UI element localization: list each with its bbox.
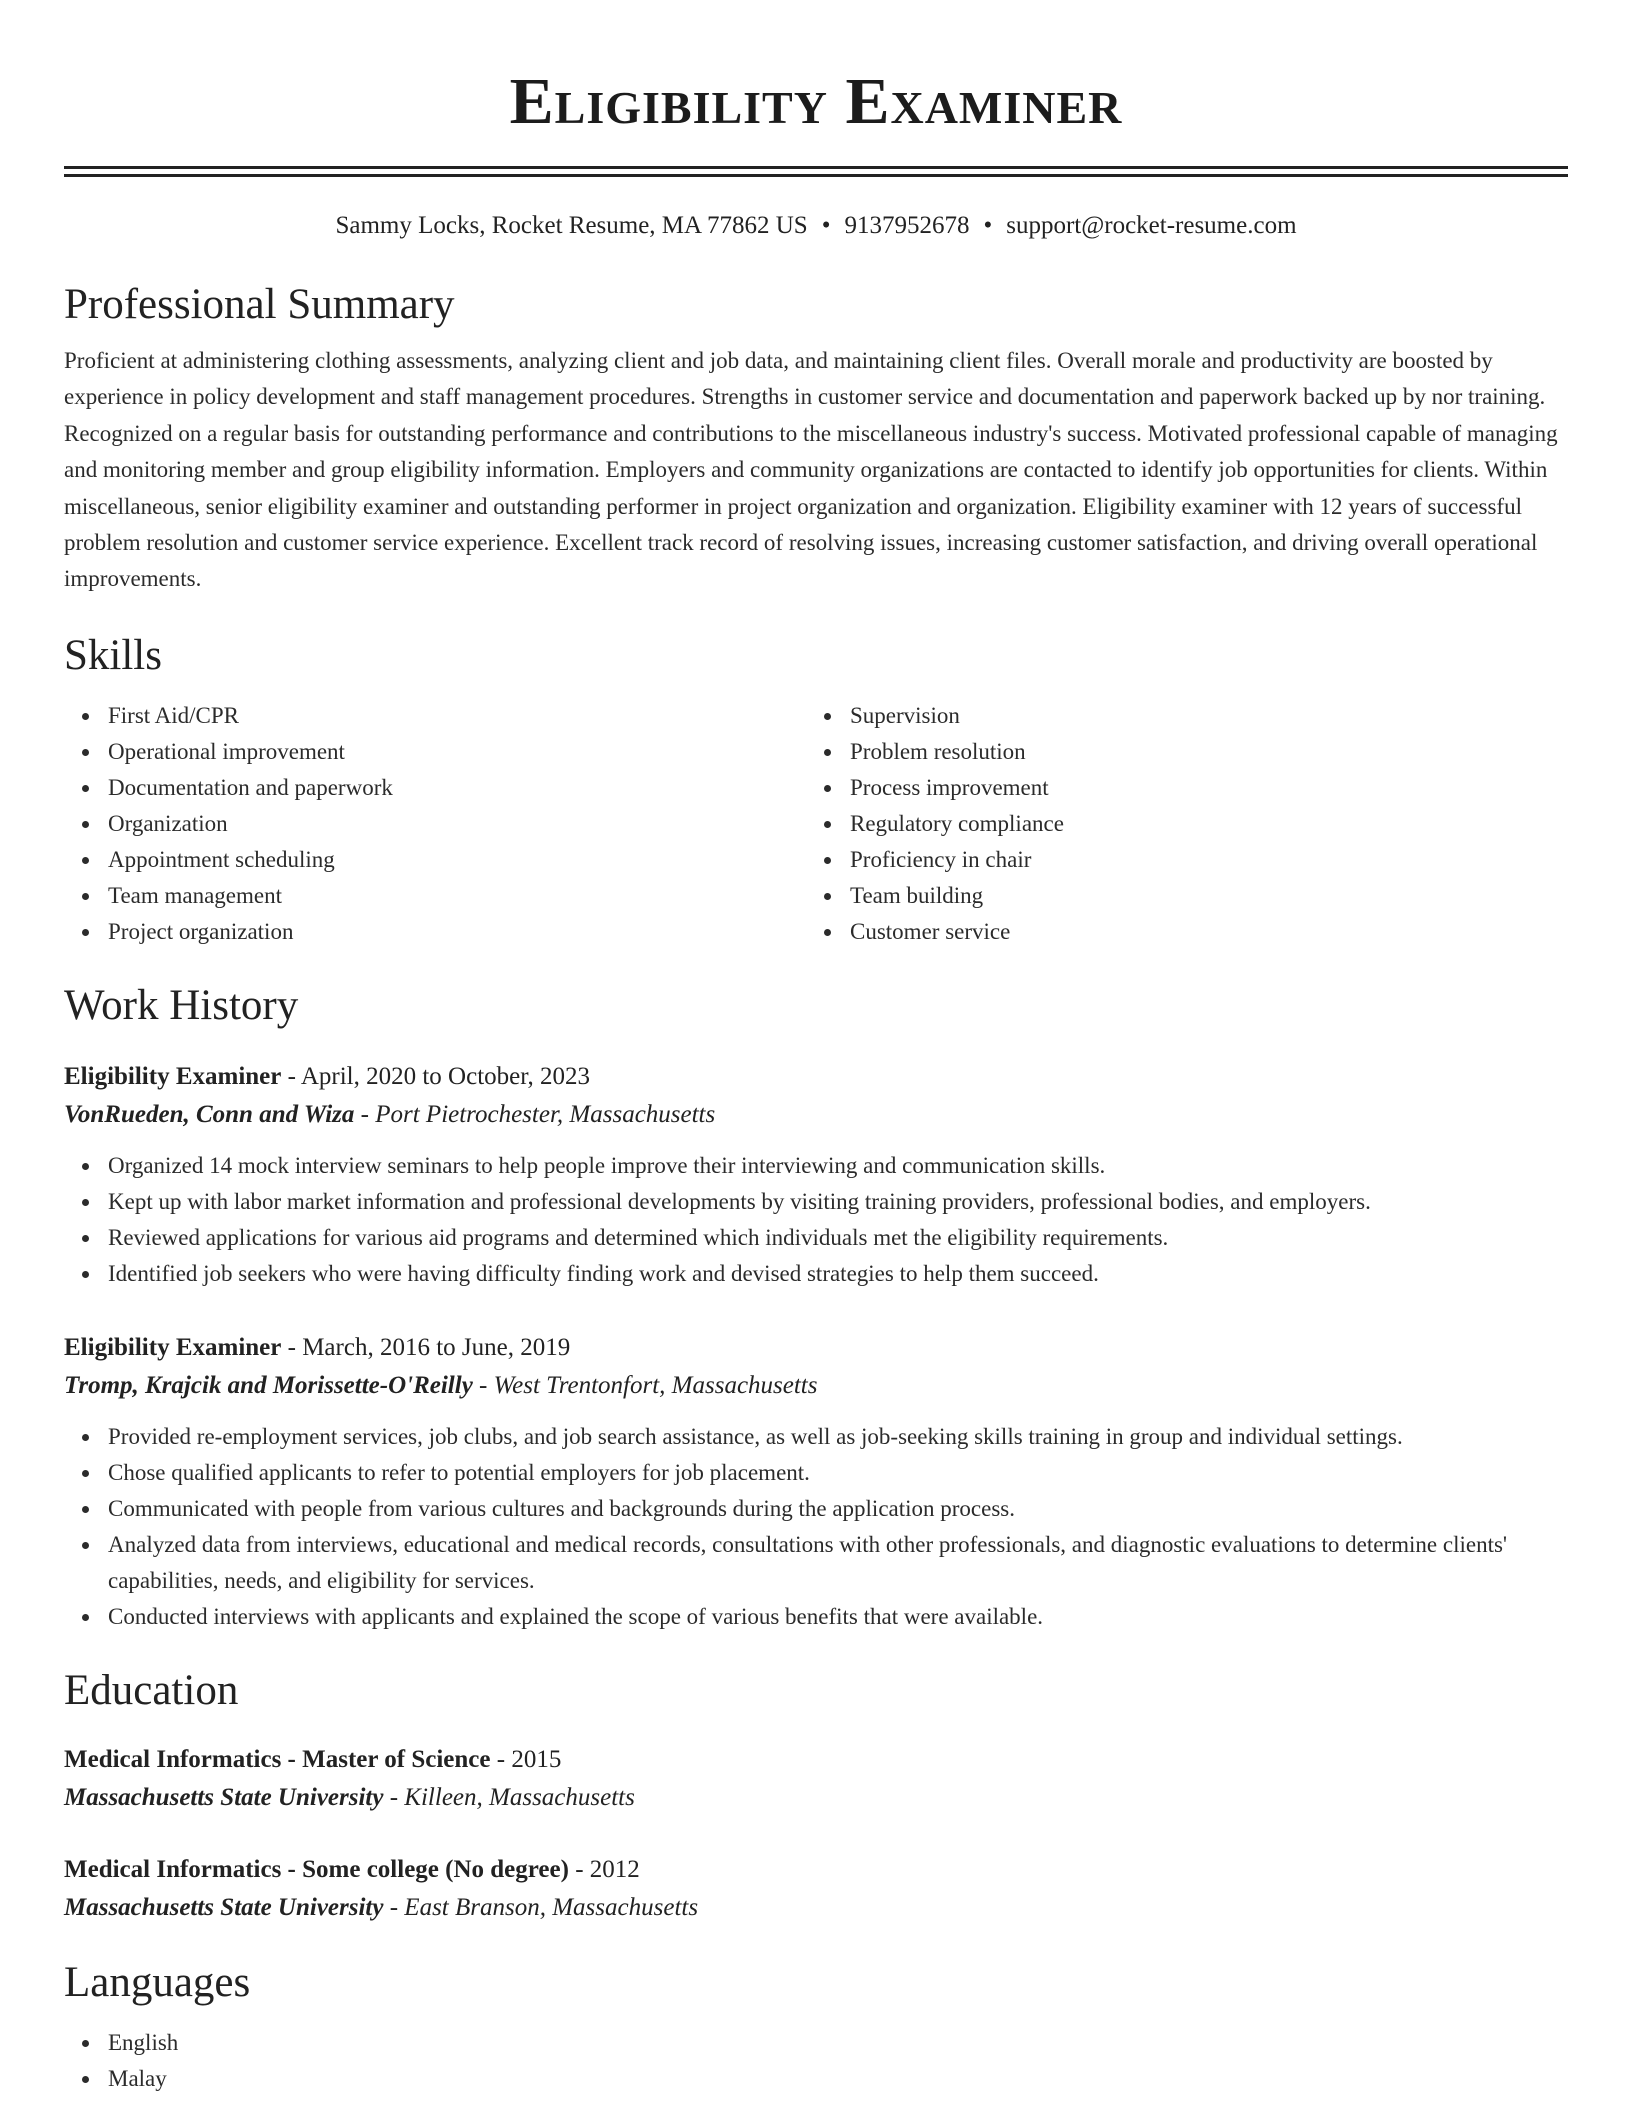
contact-phone: 9137952678 (844, 212, 970, 239)
education-year: - 2012 (568, 1855, 640, 1883)
section-heading-skills: Skills (64, 631, 162, 679)
job-bullet: Provided re-employment services, job clubs, and job search assistance, as well as job-seeking skills training in group and individual settings. (108, 1419, 1568, 1455)
job-company: Tromp, Krajcik and Morissette-O'Reilly (64, 1371, 473, 1399)
education-year: - 2015 (490, 1745, 562, 1773)
skill-item: First Aid/CPR (108, 698, 806, 734)
education-degree-line (64, 1851, 1568, 1889)
job-company: VonRueden, Conn and Wiza (64, 1100, 355, 1128)
contact-address: Sammy Locks, Rocket Resume, MA 77862 US (335, 212, 808, 239)
skill-item: Organization (108, 806, 806, 842)
language-item: Malay (108, 2061, 1568, 2097)
skill-item: Problem resolution (850, 734, 1548, 770)
job-bullet: Reviewed applications for various aid programs and determined which individuals met the eligibility requirements. (108, 1220, 1568, 1256)
job-bullet: Identified job seekers who were having difficulty finding work and devised strategies to help them succeed. (108, 1256, 1568, 1292)
job-entry (64, 1058, 1568, 1292)
job-bullet: Conducted interviews with applicants and explained the scope of various benefits that were available. (108, 1599, 1568, 1635)
contact-separator: • (983, 212, 993, 239)
section-heading-education: Education (64, 1666, 239, 1714)
job-dates: - March, 2016 to June, 2019 (281, 1333, 571, 1361)
skill-item: Operational improvement (108, 734, 806, 770)
job-bullet: Chose qualified applicants to refer to potential employers for job placement. (108, 1455, 1568, 1491)
education-degree-line (64, 1741, 1568, 1779)
summary-text: Proficient at administering clothing assessments, analyzing client and job data, and maintaining client files. Overall morale and productivity are boosted by experience in policy development and staff management procedures. Strengths in customer service and documentation and paperwork backed up by nor training. Recognized on a regular basis for outstanding performance and contributions to the miscellaneous industry's success. Motivated professional capable of managing and monitoring member and group eligibility information. Employers and community organizations are contacted to identify job opportunities for clients. Within miscellaneous, senior eligibility examiner and outstanding performer in project organization and organization. Eligibility examiner with 12 years of successful problem resolution and customer service experience. Excellent track record of resolving issues, increasing customer satisfaction, and driving overall operational improvements. (64, 348, 1558, 592)
job-entry (64, 1329, 1568, 1635)
professional-summary-section (64, 279, 1568, 598)
section-heading-summary: Professional Summary (64, 281, 455, 328)
job-title-line (64, 1329, 1568, 1367)
skills-left-column (64, 698, 806, 950)
job-title: Eligibility Examiner (64, 1333, 282, 1361)
education-degree: Medical Informatics - Some college (No degree) (64, 1855, 569, 1883)
education-location: - East Branson, Massachusetts (383, 1893, 699, 1921)
education-entry (64, 1741, 1568, 1817)
job-bullet: Kept up with labor market information and professional developments by visiting training providers, professional bodies, and employers. (108, 1184, 1568, 1220)
skills-right-column (806, 698, 1548, 950)
contact-separator: • (821, 212, 831, 239)
skill-item: Team management (108, 878, 806, 914)
education-section (64, 1665, 1568, 1927)
education-location: - Killeen, Massachusetts (383, 1783, 635, 1811)
skill-item: Supervision (850, 698, 1548, 734)
education-entry (64, 1851, 1568, 1927)
skill-item: Team building (850, 878, 1548, 914)
skill-item: Customer service (850, 914, 1548, 950)
education-school-line (64, 1779, 1568, 1817)
work-history-section (64, 980, 1568, 1635)
languages-section (64, 1957, 1568, 2097)
education-school: Massachusetts State University (64, 1893, 384, 1921)
skill-item: Documentation and paperwork (108, 770, 806, 806)
job-location: - Port Pietrochester, Massachusetts (354, 1100, 716, 1128)
job-bullet: Organized 14 mock interview seminars to help people improve their interviewing and communication skills. (108, 1148, 1568, 1184)
job-title-line (64, 1058, 1568, 1096)
job-title: Eligibility Examiner (64, 1062, 282, 1090)
contact-email: support@rocket-resume.com (1006, 212, 1297, 239)
skills-columns (64, 698, 1568, 950)
resume-title: Eligibility Examiner (509, 65, 1123, 138)
education-degree: Medical Informatics - Master of Science (64, 1745, 491, 1773)
job-bullets (64, 1419, 1568, 1635)
contact-line (64, 211, 1568, 241)
languages-list (64, 2025, 1568, 2097)
skill-item: Regulatory compliance (850, 806, 1548, 842)
title-double-rule (64, 166, 1568, 177)
section-heading-languages: Languages (64, 1958, 251, 2006)
job-dates: - April, 2020 to October, 2023 (281, 1062, 591, 1090)
education-school-line (64, 1889, 1568, 1927)
job-bullets (64, 1148, 1568, 1292)
job-bullet: Communicated with people from various cultures and backgrounds during the application process. (108, 1491, 1568, 1527)
skill-item: Process improvement (850, 770, 1548, 806)
section-heading-work-history: Work History (64, 981, 299, 1029)
job-company-line (64, 1367, 1568, 1405)
skill-item: Appointment scheduling (108, 842, 806, 878)
education-school: Massachusetts State University (64, 1783, 384, 1811)
job-bullet: Analyzed data from interviews, educational and medical records, consultations with other professionals, and diagnostic evaluations to determine clients' capabilities, needs, and eligibility for services. (108, 1527, 1568, 1599)
skill-item: Project organization (108, 914, 806, 950)
job-company-line (64, 1096, 1568, 1134)
skills-section (64, 630, 1568, 950)
skill-item: Proficiency in chair (850, 842, 1548, 878)
language-item: English (108, 2025, 1568, 2061)
job-location: - West Trentonfort, Massachusetts (472, 1371, 818, 1399)
